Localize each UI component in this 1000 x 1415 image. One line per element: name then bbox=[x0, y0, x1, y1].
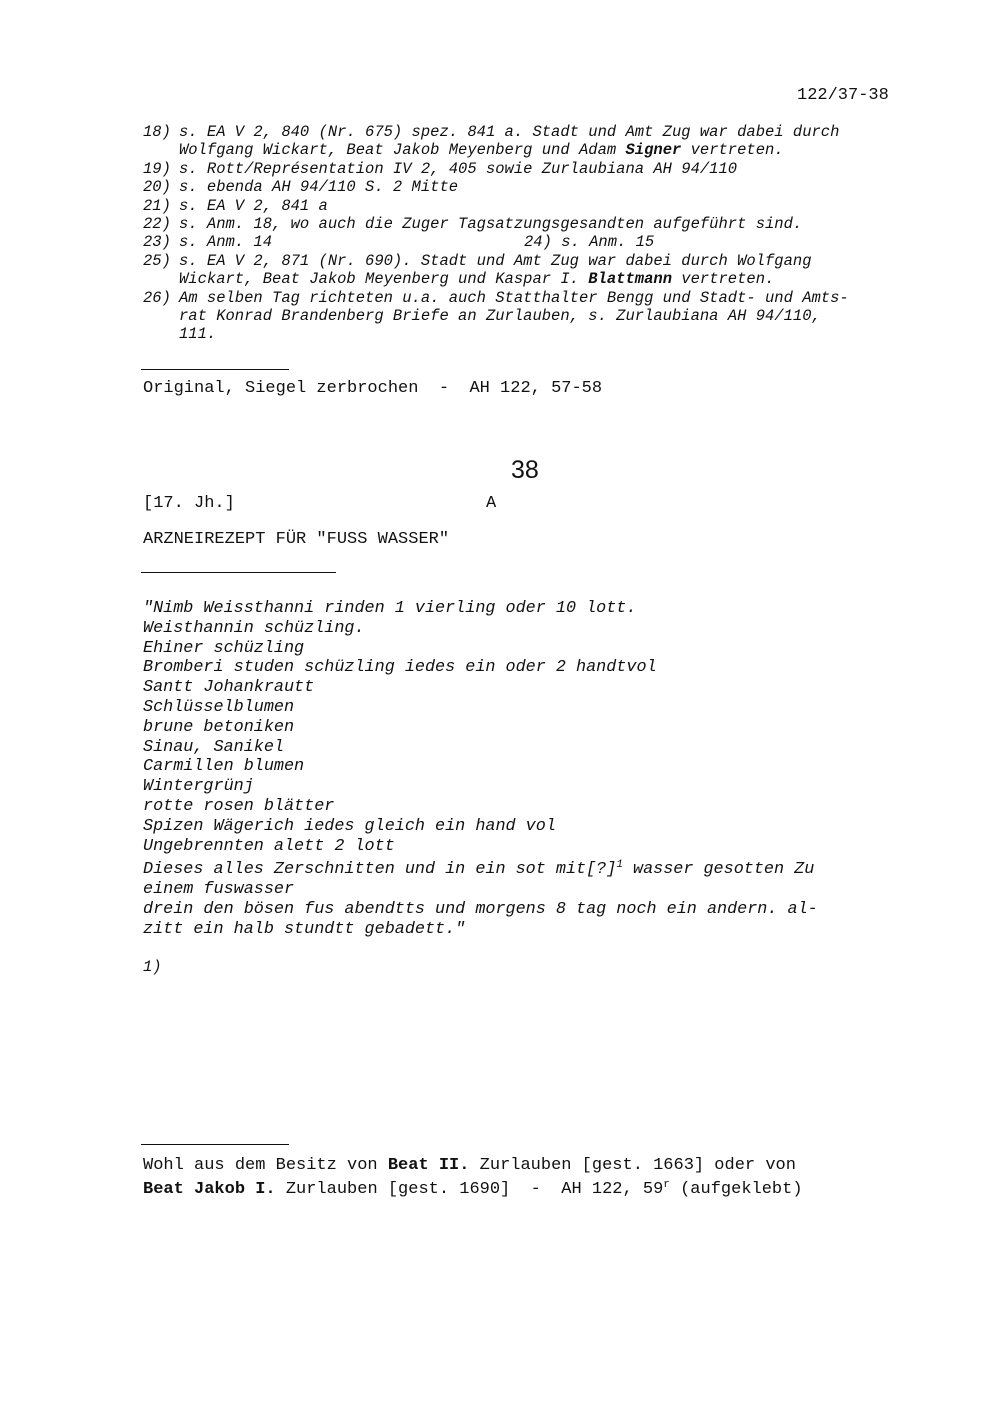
footnote-text-line bbox=[179, 141, 784, 159]
footnote-segment: Wickart, Beat Jakob Meyenberg und Kaspar I. bbox=[179, 270, 589, 289]
recipe-line-tail-2: einem fuswasser bbox=[143, 880, 295, 899]
recipe-line: Carmillen blumen bbox=[143, 757, 305, 777]
footnote-segment: s. Anm. 14 bbox=[179, 233, 273, 252]
recipe-line: Santt Johankrautt bbox=[143, 678, 315, 698]
recipe-line: Weisthannin schüzling. bbox=[143, 618, 365, 638]
title-rule bbox=[141, 572, 336, 573]
footnote-number: 26) bbox=[143, 288, 171, 307]
recipe-line: Ungebrennten alett 2 lott bbox=[143, 836, 395, 856]
recipe-line: Schlüsselblumen bbox=[143, 697, 295, 717]
footnote-segment: s. EA V 2, 871 (Nr. 690). Stadt und Amt Zug war dabei durch Wolfgang bbox=[179, 251, 812, 270]
footnote-segment: Signer bbox=[625, 141, 682, 160]
footnote-number: 23) bbox=[143, 233, 171, 252]
footnote-text-line bbox=[179, 178, 458, 196]
recipe-line: Spizen Wägerich iedes gleich ein hand vol bbox=[143, 816, 556, 836]
footnote-segment: Am selben Tag richteten u.a. auch Statthalter Bengg und Stadt- und Amts- bbox=[179, 288, 849, 307]
recipe-line: Wintergrünj bbox=[143, 777, 254, 797]
footnote-number: 22) bbox=[143, 215, 171, 233]
footnote-segment: s. EA V 2, 840 (Nr. 675) spez. 841 a. Stadt und Amt Zug war dabei durch bbox=[179, 123, 840, 141]
footnote-text-line bbox=[179, 123, 839, 141]
recipe-line: rotte rosen blätter bbox=[143, 796, 335, 816]
footnote-segment: s. ebenda AH 94/110 S. 2 Mitte bbox=[179, 178, 459, 197]
footnote-text-line bbox=[179, 215, 802, 233]
footnote-segment: s. EA V 2, 841 a bbox=[179, 196, 328, 215]
source-note-bottom-line2: Beat Jakob I. Zurlauben [gest. 1690] - AH 122, 59$^r$ (aufgeklebt) bbox=[143, 1179, 803, 1199]
recipe-line: brune betoniken bbox=[143, 717, 295, 737]
footnote-text-line bbox=[179, 197, 328, 215]
footnote-text-line bbox=[179, 160, 737, 178]
page-reference: 122/37-38 bbox=[797, 86, 889, 105]
bottom-rule bbox=[141, 1144, 289, 1145]
footnote-number: 20) bbox=[143, 178, 171, 197]
source-note-bottom-line1: Wohl aus dem Besitz von Beat II. Zurlauben [gest. 1663] oder von bbox=[143, 1156, 796, 1175]
document-number: 38 bbox=[511, 456, 539, 484]
footnote-segment: s. Anm. 18, wo auch die Zuger Tagsatzungsgesandten aufgeführt sind. bbox=[179, 215, 803, 233]
footnote-text-line bbox=[179, 233, 272, 251]
source-note-top: Original, Siegel zerbrochen - AH 122, 57-58 bbox=[143, 379, 603, 398]
recipe-line-tail-4: zitt ein halb stundtt gebadett." bbox=[143, 920, 466, 939]
footnote-number: 19) bbox=[143, 159, 171, 178]
footnote-segment: Wolfgang Wickart, Beat Jakob Meyenberg und Adam bbox=[179, 141, 626, 160]
document-type: A bbox=[486, 494, 497, 513]
footnote-1-marker: 1) bbox=[143, 958, 162, 976]
footnote-segment: 111. bbox=[179, 325, 217, 344]
footnote-rule bbox=[141, 369, 289, 370]
footnote-text-line bbox=[179, 252, 812, 270]
footnote-text-line bbox=[179, 270, 774, 288]
footnote-number: 18) bbox=[143, 123, 171, 141]
footnote-number: 25) bbox=[143, 251, 171, 270]
recipe-line: "Nimb Weissthanni rinden 1 vierling oder 10 lott. bbox=[143, 599, 637, 618]
document-title: ARZNEIREZEPT FÜR "FUSS WASSER" bbox=[143, 530, 450, 549]
footnote-segment: vertreten. bbox=[672, 270, 775, 289]
footnote-segment: Blattmann bbox=[588, 270, 672, 289]
footnote-extra: 24) s. Anm. 15 bbox=[524, 233, 655, 252]
footnote-text-line bbox=[179, 307, 821, 325]
recipe-line: Ehiner schüzling bbox=[143, 638, 305, 658]
footnote-text-line bbox=[179, 289, 849, 307]
recipe-line: Sinau, Sanikel bbox=[143, 737, 284, 757]
footnote-segment: vertreten. bbox=[681, 141, 784, 160]
footnote-segment: s. Rott/Représentation IV 2, 405 sowie Zurlaubiana AH 94/110 bbox=[179, 159, 738, 178]
recipe-line: Bromberi studen schüzling iedes ein oder 2 handtvol bbox=[143, 658, 657, 678]
document-date: [17. Jh.] bbox=[143, 494, 235, 513]
footnote-segment: rat Konrad Brandenberg Briefe an Zurlauben, s. Zurlaubiana AH 94/110, bbox=[179, 307, 821, 325]
footnote-text-line bbox=[179, 325, 216, 343]
recipe-line-tail-3: drein den bösen fus abendtts und morgens 8 tag noch ein andern. al- bbox=[143, 900, 818, 919]
recipe-line-tail-1: Dieses alles Zerschnitten und in ein sot mit[?]$^1$ wasser gesotten Zu bbox=[143, 859, 815, 879]
recipe-text bbox=[143, 599, 657, 856]
footnote-number: 21) bbox=[143, 196, 171, 215]
